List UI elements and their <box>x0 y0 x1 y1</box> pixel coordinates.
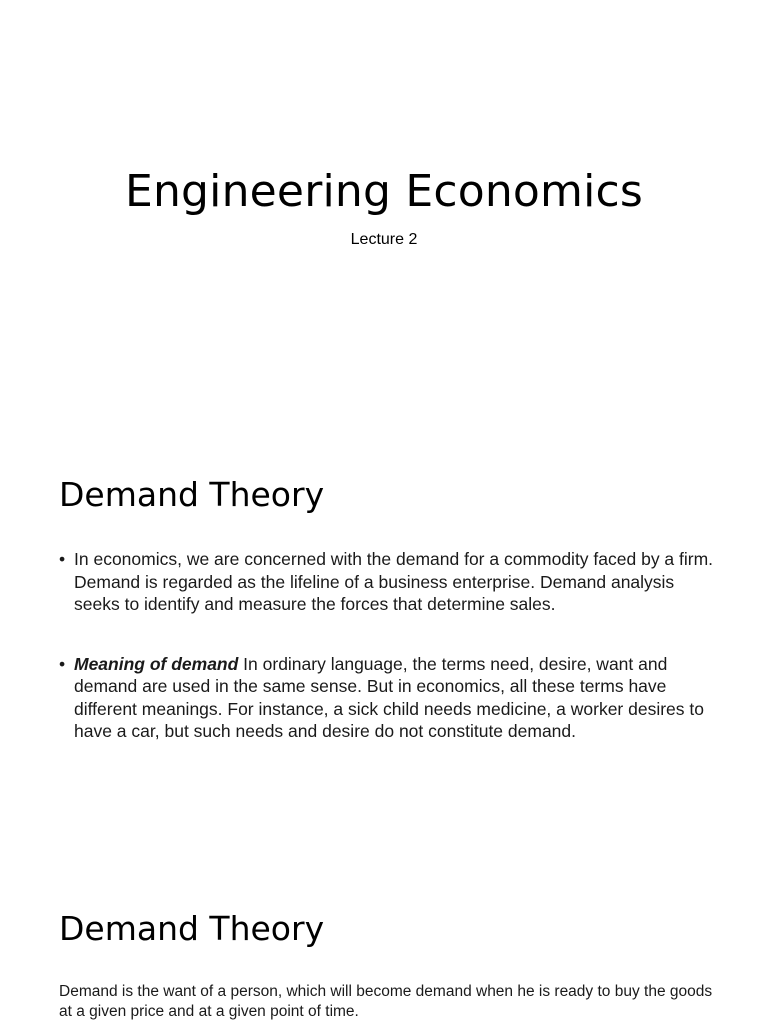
demand-theory-slide-1 <box>0 470 768 800</box>
presentation-title: Engineering Economics <box>124 166 644 217</box>
bullet-list <box>59 548 719 743</box>
bullet-item-meaning-of-demand <box>59 653 719 743</box>
definition-paragraph: Demand is the want of a person, which will become demand when he is ready to buy the goods at a given price and at a given point of time. <box>59 983 713 1020</box>
demand-theory-slide-2 <box>0 904 768 1024</box>
bullet-item-demand-overview <box>59 548 719 616</box>
title-slide <box>0 0 768 340</box>
bullet-text: In economics, we are concerned with the demand for a commodity faced by a firm. Demand is regarded as the lifeline of a business enterprise. Demand analysis seeks to identify and measure the forces that determine sales. <box>74 549 714 614</box>
bullet-marker: • <box>59 653 66 674</box>
bullet-term: Meaning of demand <box>74 653 239 674</box>
bullet-marker: • <box>59 549 66 569</box>
bullet-text: In ordinary language, the terms need, desire, want and demand are used in the same sense. But in economics, all these terms have different meanings. For instance, a sick child needs medicine, a worker desires to have a car, but such needs and desire do not constitute demand. <box>74 653 704 741</box>
slide-heading: Demand Theory <box>59 909 325 948</box>
slide-heading: Demand Theory <box>59 475 325 514</box>
presentation-subtitle: Lecture 2 <box>350 231 418 248</box>
